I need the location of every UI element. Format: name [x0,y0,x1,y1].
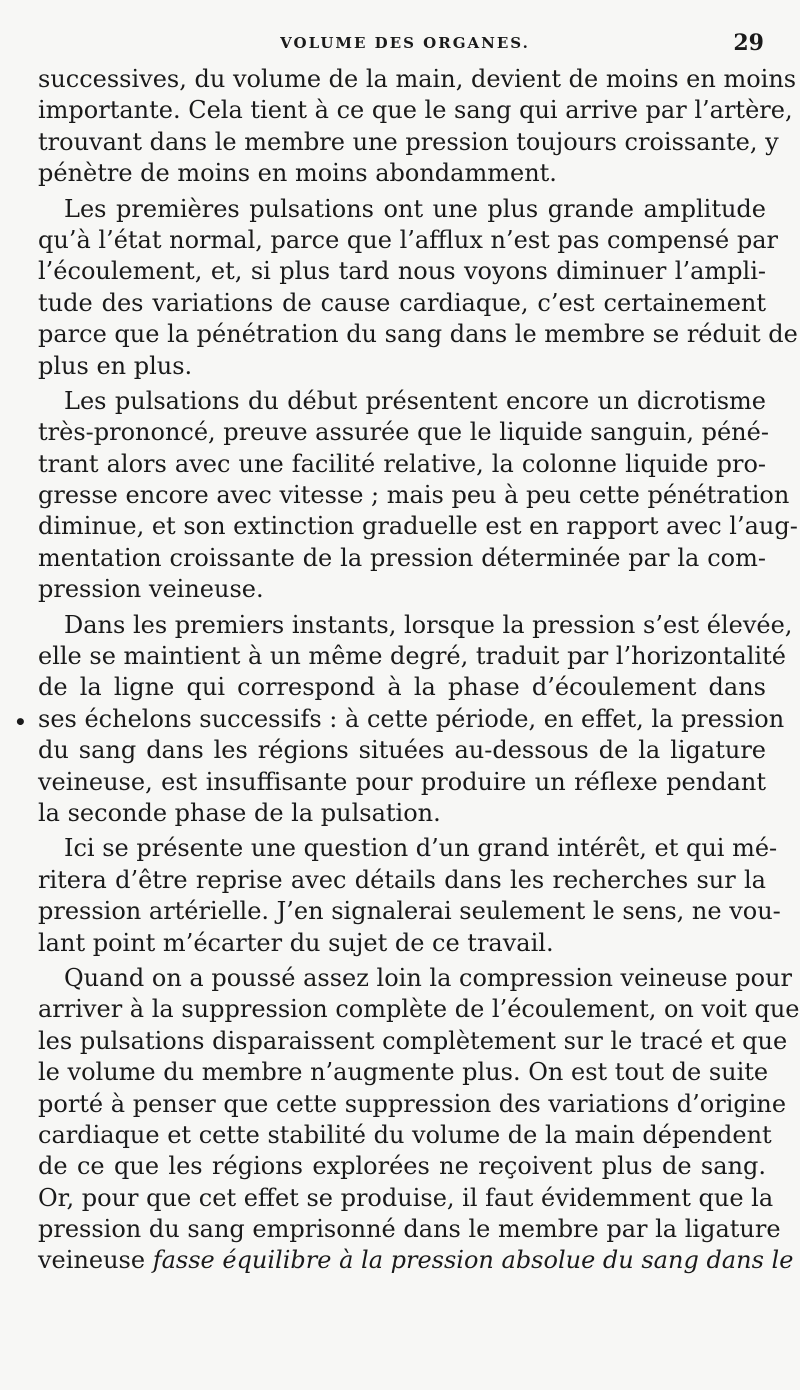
text-line: cardiaque et cette stabilité du volume de la main dépendent [38,1120,772,1149]
text-line: le volume du membre n’augmente plus. On est tout de suite [38,1058,769,1087]
text-line: de la ligne qui correspond à la phase d’écoulement dans [38,673,766,702]
text-line-mixed [38,1245,794,1276]
text-line: Ici se présente une question d’un grand intérêt, et qui mé- [64,834,778,863]
paragraph [38,610,793,830]
text-line: diminue, et son extinction graduelle est en rapport avec l’aug- [38,512,798,541]
text-line: Or, pour que cet effet se produise, il faut évidemment que la [38,1183,774,1212]
text-line: Quand on a poussé assez loin la compression veineuse pour [64,963,792,992]
text-run: veineuse [38,1246,153,1275]
text-line: parce que la pénétration du sang dans le membre se réduit de [38,320,798,349]
text-line: veineuse, est insuffisante pour produire un réflexe pendant [38,767,766,796]
text-line: pression du sang emprisonné dans le membre par la ligature [38,1215,781,1244]
text-line: Les pulsations du début présentent encore un dicrotisme [64,386,766,415]
text-line: lant point m’écarter du sujet de ce travail. [38,928,554,957]
margin-mark: • [14,710,27,734]
text-line: successives, du volume de la main, devient de moins en moins [38,65,797,93]
running-head [40,32,770,56]
text-line: la seconde phase de la pulsation. [38,798,441,827]
body-text [38,64,800,1277]
text-line: Les premières pulsations ont une plus grande amplitude [64,194,766,223]
running-title: VOLUME DES ORGANES. [280,34,530,52]
text-line: tude des variations de cause cardiaque, c’est certainement [38,288,766,317]
paragraph [38,386,798,606]
paragraph [38,64,797,190]
text-line: trouvant dans le membre une pression toujours croissante, y [38,127,779,156]
text-line: elle se maintient à un même degré, traduit par l’horizontalité [38,642,786,671]
paragraph [38,833,781,959]
text-line: de ce que les régions explorées ne reçoivent plus de sang. [38,1152,766,1181]
text-line: plus en plus. [38,351,193,380]
text-line: ritera d’être reprise avec détails dans les recherches sur la [38,865,766,894]
text-line: trant alors avec une facilité relative, la colonne liquide pro- [38,449,766,478]
text-line: Dans les premiers instants, lorsque la pression s’est élevée, [64,610,793,639]
text-line: pression veineuse. [38,575,264,604]
paragraph [38,194,798,382]
text-line: arriver à la suppression complète de l’écoulement, on voit que [38,995,800,1024]
text-line: importante. Cela tient à ce que le sang qui arrive par l’artère, [38,96,793,125]
text-line: porté à penser que cette suppression des variations d’origine [38,1089,787,1118]
text-line: du sang dans les régions situées au-dessous de la ligature [38,736,766,765]
text-line: pression artérielle. J’en signalerai seulement le sens, ne vou- [38,897,781,926]
text-line: gresse encore avec vitesse ; mais peu à peu cette pénétration [38,481,790,510]
italic-text-run: fasse équilibre à la pression absolue du sang dans le [152,1246,794,1275]
paragraph [38,963,800,1277]
text-line: l’écoulement, et, si plus tard nous voyons diminuer l’ampli- [38,257,766,286]
text-line: très-prononcé, preuve assurée que le liquide sanguin, péné- [38,418,769,447]
text-line: pénètre de moins en moins abondamment. [38,159,557,188]
text-line: ses échelons successifs : à cette période, en effet, la pression [38,704,785,733]
page-number: 29 [733,30,764,56]
text-line: mentation croissante de la pression déterminée par la com- [38,543,766,572]
text-line: les pulsations disparaissent complètement sur le tracé et que [38,1026,788,1055]
text-line: qu’à l’état normal, parce que l’afflux n’est pas compensé par [38,225,778,254]
